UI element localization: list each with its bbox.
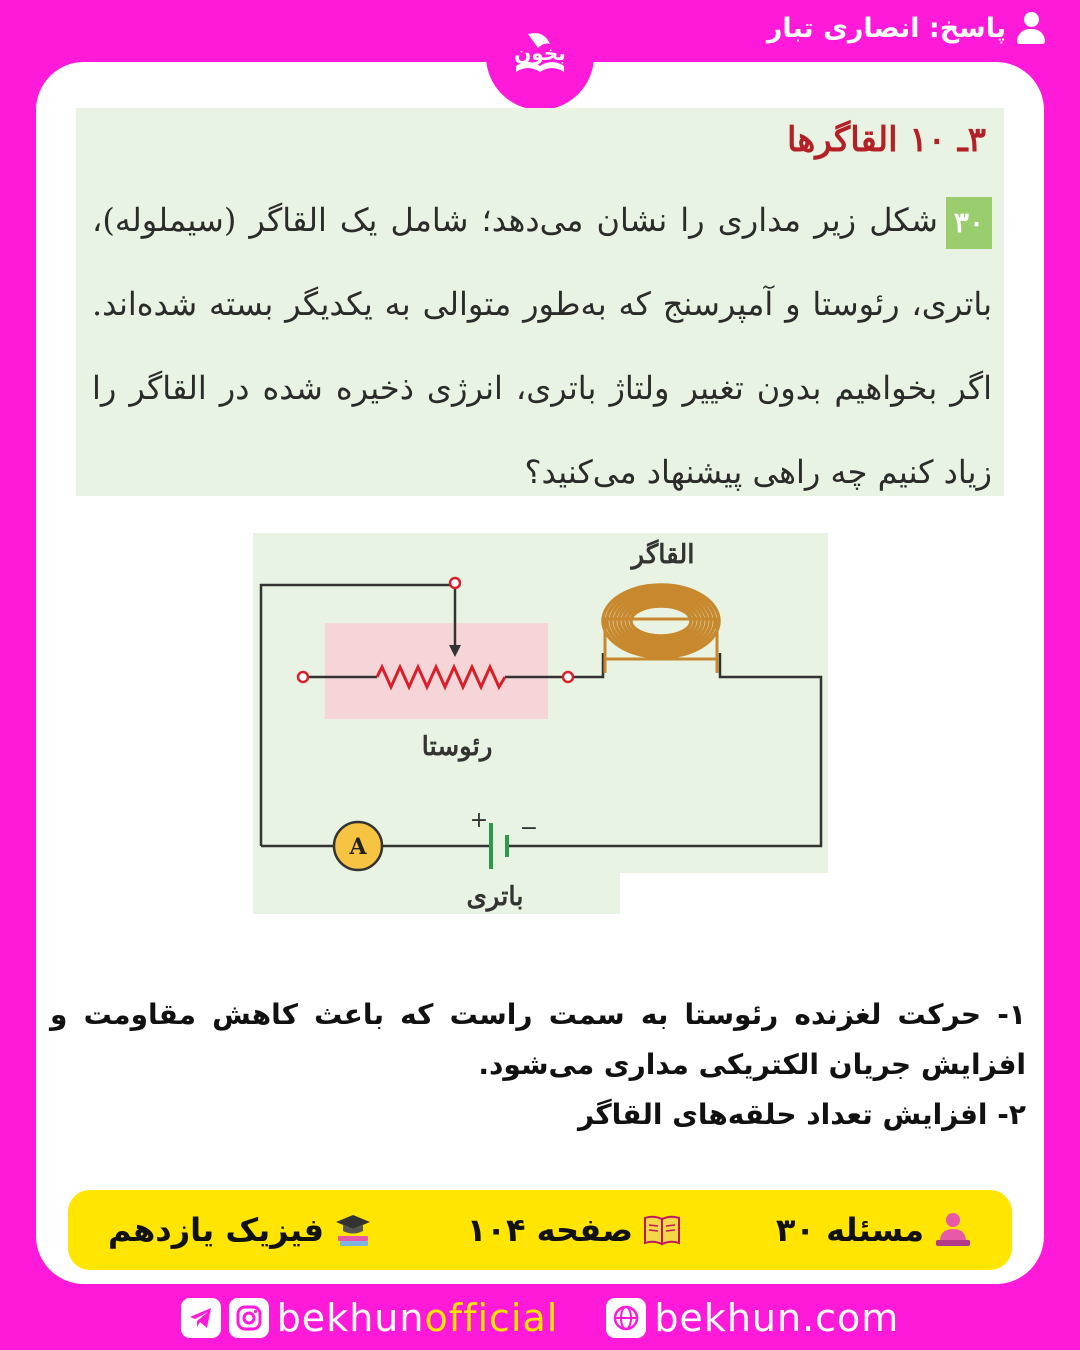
telegram-icon[interactable] <box>181 1298 221 1338</box>
answer-line-2: افزایش جریان الکتریکی مداری می‌شود. <box>478 1048 1026 1081</box>
ammeter-label: A <box>349 834 367 860</box>
credit-text: پاسخ: انصاری تبار <box>766 12 1006 44</box>
page-number-label: صفحه ۱۰۴ <box>466 1211 634 1249</box>
subject-info <box>108 1211 372 1249</box>
answer-line-1: ۱- حرکت لغزنده رئوستا به سمت راست که باعث کاهش مقاومت و <box>50 998 1026 1031</box>
subject-label: فیزیک یازدهم <box>108 1211 325 1249</box>
section-title: ۳ـ ۱۰ القاگرها <box>786 120 986 160</box>
battery-label: باتری <box>466 882 524 912</box>
footer <box>0 1288 1080 1348</box>
teacher-icon <box>934 1212 972 1248</box>
open-book-icon <box>643 1212 681 1248</box>
book-logo-icon <box>498 14 582 98</box>
website-link[interactable] <box>606 1296 899 1340</box>
problem-statement <box>92 178 992 514</box>
graduation-cap-icon <box>334 1212 372 1248</box>
user-icon <box>1016 12 1046 44</box>
rheostat-label: رئوستا <box>421 732 493 762</box>
page-info <box>467 1211 681 1249</box>
problem-number: ۳۰ <box>946 197 992 249</box>
battery-plus: + <box>469 808 489 833</box>
circuit-diagram <box>253 533 828 914</box>
info-bar <box>68 1190 1012 1270</box>
problem-number-label: مسئله ۳۰ <box>775 1211 924 1249</box>
answer-line-3: ۲- افزایش تعداد حلقه‌های القاگر <box>577 1098 1026 1131</box>
answer-credit <box>767 12 1046 44</box>
social-handle[interactable] <box>181 1296 559 1340</box>
textbook-problem <box>76 108 1004 496</box>
handle-text: bekhunofficial <box>276 1296 559 1340</box>
website-text[interactable]: bekhun.com <box>654 1296 900 1340</box>
problem-text: شکل زیر مداری را نشان می‌دهد؛ شامل یک القاگر (سیملوله)، باتری، رئوستا و آمپرسنج که به‌طور متوالی به یکدیگر بسته شده‌اند. اگر بخواهیم بدون تغییر ولتاژ باتری، انرژی ذخیره شده در القاگر را زیاد کنیم چه راهی پیشنهاد می‌کنید؟ <box>92 201 992 491</box>
instagram-icon[interactable] <box>229 1298 269 1338</box>
globe-icon <box>606 1298 646 1338</box>
battery-minus: − <box>519 816 539 841</box>
brand-logo <box>486 2 594 110</box>
svg-text:بخون: بخون <box>514 41 566 65</box>
inductor-label: القاگر <box>631 540 695 570</box>
problem-info <box>776 1211 972 1249</box>
answer-text <box>50 990 1026 1140</box>
